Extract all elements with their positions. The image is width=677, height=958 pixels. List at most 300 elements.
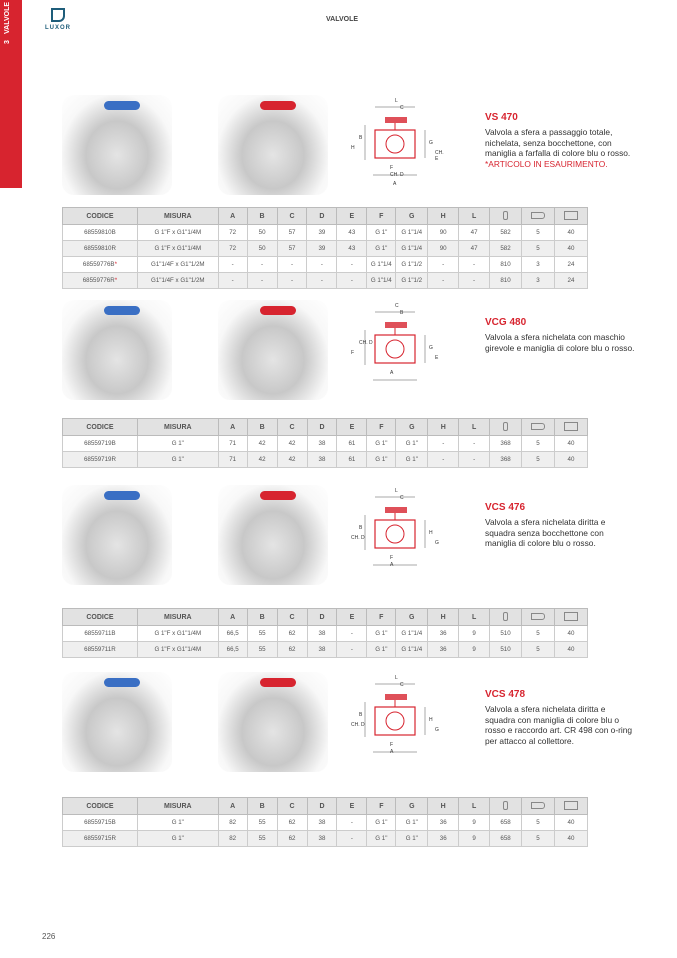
box-icon [564,612,578,621]
cell-h: 36 [428,815,459,831]
red-handle-icon [260,101,296,110]
cell-box-icon: 24 [554,257,587,273]
description-text: Valvola a sfera nichelata diritta e squadra con maniglia di colore blu o rosso e raccordo art. CR 498 con o-ring per attacco al collettore. [485,704,633,746]
cell-misura: G 1"F x G1"1/4M [137,225,218,241]
cell-code [63,452,138,468]
cell-weight-icon: 658 [490,815,522,831]
dimension-label: G [429,140,433,146]
cell-c: 62 [277,815,307,831]
table-row [63,257,588,273]
cell-l: - [459,436,490,452]
cell-box-icon: 40 [554,436,587,452]
cell-h: - [428,452,459,468]
cell-e: 61 [337,452,367,468]
dimension-label: H [429,717,433,723]
column-header: A [218,609,247,626]
dimension-label: C [400,105,404,111]
column-header: CODICE [63,798,138,815]
column-header [490,208,522,225]
cell-code [63,241,138,257]
dimension-label: F [390,742,394,748]
cell-c: 57 [277,241,307,257]
column-header [490,419,522,436]
box-icon [564,801,578,810]
cell-b: 55 [247,642,277,658]
cell-l: 47 [459,241,490,257]
chapter-label: VALVOLE [4,1,11,34]
cell-a: - [218,273,247,289]
column-header: B [247,208,277,225]
cell-g: G 1" [396,815,428,831]
cell-l: - [459,273,490,289]
column-header: H [428,419,459,436]
dimension-label: L [395,488,398,494]
chapter-number: 3 [4,40,11,44]
cell-c: 42 [277,452,307,468]
cell-d: 38 [307,626,337,642]
product-title: VCS 478 [485,689,526,700]
cell-box-icon: 40 [554,241,587,257]
product-title: VCG 480 [485,317,527,328]
cell-box-icon: 40 [554,225,587,241]
cell-d: 39 [307,241,337,257]
column-header: CODICE [63,419,138,436]
column-header: G [396,609,428,626]
column-header: C [277,208,307,225]
dimension-label: CH. D [351,535,365,541]
product-title: VS 470 [485,112,518,123]
packaging-icon [531,423,545,430]
cell-l: - [459,452,490,468]
cell-weight-icon: 368 [490,452,522,468]
dimension-label: B [359,135,363,141]
table-row [63,241,588,257]
column-header: L [459,609,490,626]
box-icon [564,422,578,431]
technical-drawing [345,672,445,762]
dimension-label: L [395,98,398,104]
product-description [485,332,635,353]
technical-drawing [345,300,445,390]
valve-photo-red [218,485,328,585]
product-code: 68559810B [84,229,116,236]
column-header: MISURA [137,798,218,815]
column-header [554,208,587,225]
cell-weight-icon: 658 [490,831,522,847]
cell-misura: G 1"F x G1"1/4M [137,626,218,642]
column-header: L [459,419,490,436]
column-header: E [337,419,367,436]
dimension-label: H [429,530,433,536]
red-handle-icon [260,678,296,687]
cell-c: - [277,273,307,289]
dimension-label: F [390,555,394,561]
weight-icon [503,801,508,810]
cell-d: - [307,273,337,289]
cell-g: G 1" [396,831,428,847]
column-header: G [396,798,428,815]
technical-drawing [345,485,445,575]
column-header: MISURA [137,609,218,626]
cell-h: 36 [428,642,459,658]
cell-box-icon: 40 [554,626,587,642]
blue-handle-icon [104,491,140,500]
cell-f: G 1" [367,815,396,831]
column-header: B [247,419,277,436]
cell-b: 50 [247,241,277,257]
blue-handle-icon [104,306,140,315]
page-header: VALVOLE [326,16,359,23]
cell-b: 55 [247,815,277,831]
weight-icon [503,211,508,220]
column-header: F [367,609,396,626]
cell-packaging-icon: 5 [522,831,555,847]
product-code: 68559719B [84,440,116,447]
column-header: E [337,208,367,225]
product-code: 68559711B [84,630,116,637]
cell-g: G 1" [396,452,428,468]
column-header: D [307,208,337,225]
column-header: D [307,419,337,436]
dimension-label: A [390,749,394,755]
valve-photo-red [218,95,328,195]
dimension-label: A [390,562,394,568]
cell-h: 36 [428,626,459,642]
dimension-label: G [429,345,433,351]
cell-a: 66,5 [218,642,247,658]
dimension-label: G [435,727,439,733]
dimension-label: CH. E [435,150,444,162]
dimension-label: A [390,370,394,376]
product-code: 68559810R [83,245,116,252]
cell-d: - [307,257,337,273]
cell-e: - [337,831,367,847]
table-row [63,273,588,289]
dimension-label: B [400,310,404,316]
technical-drawing [345,95,445,185]
cell-e: - [337,273,367,289]
cell-f: G 1" [367,452,396,468]
cell-weight-icon: 510 [490,626,522,642]
weight-icon [503,422,508,431]
table-row [63,831,588,847]
dimension-label: B [359,525,363,531]
cell-weight-icon: 510 [490,642,522,658]
cell-c: 57 [277,225,307,241]
cell-b: 42 [247,452,277,468]
discontinued-note: *ARTICOLO IN ESAURIMENTO. [485,158,608,169]
blue-handle-icon [104,678,140,687]
cell-misura: G1"1/4F x G1"1/2M [137,257,218,273]
red-handle-icon [260,306,296,315]
column-header: D [307,609,337,626]
product-code: 68559715R [83,835,116,842]
cell-b: 42 [247,436,277,452]
cell-l: 9 [459,626,490,642]
cell-weight-icon: 368 [490,436,522,452]
cell-e: 61 [337,436,367,452]
box-icon [564,211,578,220]
cell-c: 62 [277,626,307,642]
cell-g: G 1"1/2 [396,257,428,273]
cell-d: 38 [307,436,337,452]
cell-d: 39 [307,225,337,241]
table-row [63,815,588,831]
column-header: G [396,419,428,436]
cell-f: G 1"1/4 [367,273,396,289]
table-header-row [63,419,588,436]
cell-misura: G 1" [137,436,218,452]
column-header: A [218,419,247,436]
column-header: D [307,798,337,815]
cell-code [63,225,138,241]
cell-a: 66,5 [218,626,247,642]
cell-c: 62 [277,831,307,847]
cell-a: 72 [218,241,247,257]
cell-a: 72 [218,225,247,241]
cell-l: 47 [459,225,490,241]
cell-misura: G 1" [137,831,218,847]
cell-box-icon: 24 [554,273,587,289]
cell-b: 55 [247,626,277,642]
valve-photo-blue [62,300,172,400]
cell-a: 82 [218,815,247,831]
cell-misura: G 1" [137,452,218,468]
discontinued-marker: * [114,261,117,268]
valve-photo-blue [62,485,172,585]
column-header: F [367,419,396,436]
table-row [63,626,588,642]
cell-a: 71 [218,436,247,452]
cell-g: G 1"1/4 [396,241,428,257]
cell-e: - [337,642,367,658]
column-header [554,609,587,626]
column-header: E [337,798,367,815]
cell-e: - [337,257,367,273]
valve-photo-blue [62,95,172,195]
table-row [63,642,588,658]
column-header: A [218,798,247,815]
cell-e: - [337,626,367,642]
cell-f: G 1" [367,626,396,642]
cell-packaging-icon: 5 [522,452,555,468]
cell-b: 55 [247,831,277,847]
table-header-row [63,609,588,626]
column-header [522,798,555,815]
cell-box-icon: 40 [554,831,587,847]
cell-a: 71 [218,452,247,468]
red-handle-icon [260,491,296,500]
cell-l: 9 [459,642,490,658]
cell-code [63,436,138,452]
cell-h: - [428,273,459,289]
column-header: H [428,208,459,225]
column-header: H [428,798,459,815]
product-title: VCS 476 [485,502,526,513]
cell-code [63,815,138,831]
packaging-icon [531,802,545,809]
cell-d: 38 [307,815,337,831]
cell-box-icon: 40 [554,642,587,658]
valve-photo-red [218,672,328,772]
valve-photo-red [218,300,328,400]
column-header: L [459,798,490,815]
cell-h: 36 [428,831,459,847]
column-header [490,609,522,626]
table-row [63,225,588,241]
cell-f: G 1" [367,241,396,257]
luxor-logo [40,8,76,31]
dimension-label: B [359,712,363,718]
column-header: C [277,798,307,815]
logo-text: LUXOR [45,25,71,31]
cell-c: 42 [277,436,307,452]
cell-e: 43 [337,241,367,257]
dimension-label: G [435,540,439,546]
cell-g: G 1"1/4 [396,225,428,241]
dimension-label: F [351,350,355,356]
cell-h: - [428,257,459,273]
column-header: H [428,609,459,626]
cell-c: - [277,257,307,273]
cell-weight-icon: 810 [490,273,522,289]
packaging-icon [531,212,545,219]
chapter-tab [0,0,22,188]
cell-b: 50 [247,225,277,241]
product-code: 68559711R [84,646,116,653]
column-header [490,798,522,815]
cell-l: 9 [459,831,490,847]
cell-c: 62 [277,642,307,658]
product-table [62,608,588,658]
cell-code [63,642,138,658]
column-header: L [459,208,490,225]
product-description [485,127,635,169]
cell-a: - [218,257,247,273]
cell-d: 38 [307,452,337,468]
cell-packaging-icon: 3 [521,273,554,289]
cell-code [63,273,138,289]
cell-code [63,257,138,273]
cell-g: G 1"1/2 [396,273,428,289]
cell-f: G 1" [367,436,396,452]
dimension-label: CH. D [359,340,373,346]
cell-packaging-icon: 5 [522,436,555,452]
cell-b: - [247,273,277,289]
column-header: CODICE [63,208,138,225]
cell-h: - [428,436,459,452]
cell-h: 90 [428,241,459,257]
discontinued-marker: * [114,277,118,284]
cell-packaging-icon: 5 [522,642,555,658]
cell-l: 9 [459,815,490,831]
cell-e: - [337,815,367,831]
column-header: G [396,208,428,225]
cell-packaging-icon: 5 [522,626,555,642]
cell-box-icon: 40 [554,815,587,831]
table-header-row [63,798,588,815]
cell-g: G 1" [396,436,428,452]
product-code: 68559776B [82,261,115,268]
cell-l: - [459,257,490,273]
dimension-label: C [400,682,404,688]
table-row [63,452,588,468]
cell-b: - [247,257,277,273]
column-header: MISURA [137,419,218,436]
dimension-label: F [390,165,394,171]
column-header [554,798,587,815]
column-header: C [277,609,307,626]
column-header: F [367,208,396,225]
dimension-label: H [351,145,355,151]
cell-misura: G 1"F x G1"1/4M [137,241,218,257]
valve-photo-blue [62,672,172,772]
cell-d: 38 [307,642,337,658]
cell-f: G 1" [367,831,396,847]
column-header [522,419,555,436]
cell-box-icon: 40 [554,452,587,468]
column-header: B [247,798,277,815]
cell-packaging-icon: 5 [521,225,554,241]
cell-a: 82 [218,831,247,847]
dimension-label: CH. D [390,172,404,178]
column-header [522,609,555,626]
description-text: Valvola a sfera a passaggio totale, nichelata, senza bocchettone, con maniglia a farfalla di colore blu o rosso. [485,127,631,158]
cell-f: G 1"1/4 [367,257,396,273]
description-text: Valvola a sfera nichelata con maschio girevole e maniglia di colore blu o rosso. [485,332,635,353]
description-text: Valvola a sfera nichelata diritta e squadra senza bocchettone con maniglia di colore blu o rosso. [485,517,606,548]
cell-f: G 1" [367,225,396,241]
cell-g: G 1"1/4 [396,626,428,642]
cell-packaging-icon: 5 [522,815,555,831]
product-code: 68559715B [84,819,116,826]
cell-d: 38 [307,831,337,847]
product-code: 68559719R [83,456,116,463]
logo-mark-icon [51,8,65,22]
column-header: F [367,798,396,815]
dimension-label: C [400,495,404,501]
column-header [554,419,587,436]
product-table [62,207,588,289]
cell-f: G 1" [367,642,396,658]
table-header-row [63,208,588,225]
packaging-icon [531,613,545,620]
cell-g: G 1"1/4 [396,642,428,658]
cell-misura: G 1"F x G1"1/4M [137,642,218,658]
column-header: CODICE [63,609,138,626]
dimension-label: E [435,355,439,361]
column-header: MISURA [137,208,218,225]
column-header [521,208,554,225]
cell-code [63,831,138,847]
product-description [485,704,635,746]
cell-weight-icon: 582 [490,241,522,257]
product-table [62,797,588,847]
cell-packaging-icon: 5 [521,241,554,257]
cell-weight-icon: 810 [490,257,522,273]
cell-h: 90 [428,225,459,241]
column-header: B [247,609,277,626]
cell-packaging-icon: 3 [521,257,554,273]
product-code: 68559776R [82,277,115,284]
column-header: C [277,419,307,436]
cell-weight-icon: 582 [490,225,522,241]
column-header: E [337,609,367,626]
dimension-label: A [393,181,397,187]
product-description [485,517,635,549]
weight-icon [503,612,508,621]
table-row [63,436,588,452]
